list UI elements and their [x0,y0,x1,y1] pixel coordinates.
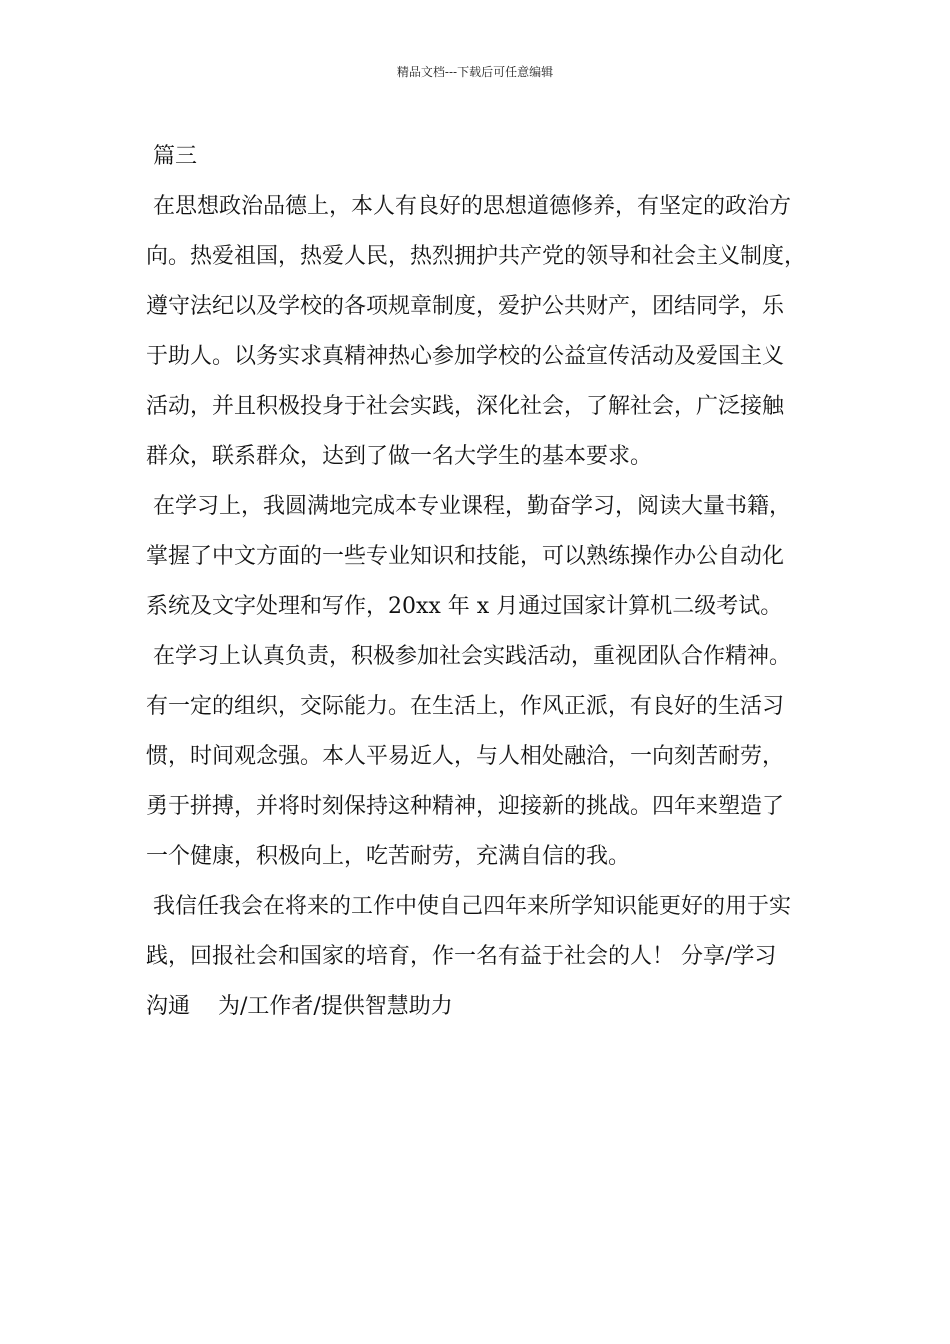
section-heading: 篇三 [146,144,197,169]
text-line: 掌握了中文方面的一些专业知识和技能，可以熟练操作办公自动化 [146,544,785,569]
text-line: 系统及文字处理和写作，20xx 年 x 月通过国家计算机二级考试。 [146,594,783,619]
text-line: 勇于拼搏，并将时刻保持这种精神，迎接新的挑战。四年来塑造了 [146,794,785,819]
text-line: 惯，时间观念强。本人平易近人，与人相处融洽，一向刻苦耐劳， [146,744,785,769]
document-body [146,132,826,1032]
text-line: 一个健康，积极向上，吃苦耐劳，充满自信的我。 [146,844,631,869]
page-header: 精品文档---下载后可任意编辑 [396,65,554,79]
text-line: 于助人。以务实求真精神热心参加学校的公益宣传活动及爱国主义 [146,344,785,369]
text-line: 在学习上，我圆满地完成本专业课程，勤奋学习，阅读大量书籍， [146,494,791,519]
text-line: 群众，联系群众，达到了做一名大学生的基本要求。 [146,444,653,469]
text-line: 遵守法纪以及学校的各项规章制度，爱护公共财产，团结同学，乐 [146,294,785,319]
text-line: 向。热爱祖国，热爱人民，热烈拥护共产党的领导和社会主义制度， [146,244,807,269]
text-line: 我信任我会在将来的工作中使自己四年来所学知识能更好的用于实 [146,894,791,919]
text-line: 在思想政治品德上，本人有良好的思想道德修养，有坚定的政治方 [146,194,791,219]
text-line: 沟通 为/工作者/提供智慧助力 [146,994,453,1019]
text-line: 践，回报社会和国家的培育，作一名有益于社会的人！ 分享/学习 [146,944,777,969]
text-line: 活动，并且积极投身于社会实践，深化社会，了解社会，广泛接触 [146,394,785,419]
text-line: 有一定的组织，交际能力。在生活上，作风正派，有良好的生活习 [146,694,785,719]
text-line: 在学习上认真负责，积极参加社会实践活动，重视团队合作精神。 [146,644,791,669]
